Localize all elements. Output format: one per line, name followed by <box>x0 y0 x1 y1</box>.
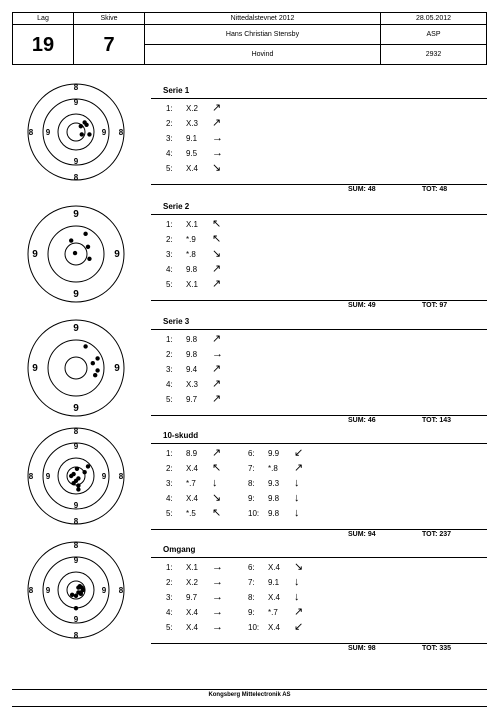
ring-label: 9 <box>32 249 38 260</box>
shot-row <box>166 380 221 389</box>
shot-value: 9.8 <box>186 335 198 344</box>
shot-direction-icon: ↗ <box>212 117 222 129</box>
shot-number: 4: <box>166 380 173 389</box>
shot-row <box>248 479 300 488</box>
shot-direction-icon: → <box>212 561 223 573</box>
ring-label: 8 <box>73 541 79 550</box>
shot-direction-icon: ↙ <box>294 447 304 459</box>
shot-number: 5: <box>166 395 173 404</box>
shot-direction-icon: ↘ <box>294 561 304 573</box>
shot-number: 4: <box>166 265 173 274</box>
shot-number: 6: <box>248 449 255 458</box>
shot-direction-icon: ↗ <box>212 363 222 375</box>
shot-number: 5: <box>166 509 173 518</box>
series-sum: SUM: 94 <box>348 531 376 538</box>
shot-direction-icon: ↓ <box>212 477 218 489</box>
shot-row <box>166 164 221 173</box>
shot-number: 7: <box>248 578 255 587</box>
series-sum: SUM: 48 <box>348 186 376 193</box>
shot-number: 9: <box>248 608 255 617</box>
shot-value: 9.4 <box>186 365 198 374</box>
shot-hole <box>73 251 77 255</box>
shot-value: 9.7 <box>186 593 198 602</box>
target-ring <box>28 320 124 416</box>
series-title: 10-skudd <box>163 431 199 440</box>
series-total: TOT: 48 <box>422 186 448 193</box>
shot-number: 8: <box>248 479 255 488</box>
shot-hole <box>80 585 84 589</box>
shot-row <box>166 563 223 572</box>
shot-number: 6: <box>248 563 255 572</box>
shot-row <box>248 593 300 602</box>
shot-direction-icon: → <box>212 147 223 159</box>
shot-value: *.7 <box>186 479 196 488</box>
target-ring <box>43 99 109 165</box>
target-diagram <box>21 77 131 187</box>
shot-value: 9.8 <box>186 350 198 359</box>
shot-direction-icon: ↖ <box>212 218 222 230</box>
series-title-rule <box>151 214 487 215</box>
ring-label: 8 <box>73 173 79 182</box>
shot-direction-icon: ↓ <box>294 576 300 588</box>
shot-number: 5: <box>166 623 173 632</box>
shot-value: X.4 <box>186 494 199 503</box>
shot-row <box>248 449 303 458</box>
shot-number: 1: <box>166 335 173 344</box>
shooter-id: 2932 <box>381 45 487 65</box>
shot-direction-icon: ↘ <box>212 492 222 504</box>
target-diagram <box>21 421 131 531</box>
target-ring <box>65 357 87 379</box>
shot-hole <box>76 483 80 487</box>
event-name: Nittedalstevnet 2012 <box>145 13 381 25</box>
shot-row <box>248 464 303 473</box>
shot-value: X.4 <box>268 593 281 602</box>
shot-hole <box>93 373 97 377</box>
target-ring <box>48 340 104 396</box>
shot-direction-icon: ↖ <box>212 233 222 245</box>
shot-number: 3: <box>166 365 173 374</box>
shot-hole <box>87 132 91 136</box>
shot-row <box>166 623 223 632</box>
series-title: Serie 2 <box>163 202 190 211</box>
sum-rule <box>151 300 487 301</box>
shot-hole <box>83 232 87 236</box>
shot-direction-icon: → <box>212 606 223 618</box>
shot-direction-icon: ↓ <box>294 507 300 519</box>
ring-label: 9 <box>73 403 79 414</box>
series-total: TOT: 237 <box>422 531 452 538</box>
shot-number: 3: <box>166 134 173 143</box>
ring-label: 9 <box>45 472 51 481</box>
shot-direction-icon: ↓ <box>294 591 300 603</box>
shot-hole <box>86 245 90 249</box>
ring-label: 9 <box>73 98 79 107</box>
shot-value: X.3 <box>186 380 199 389</box>
skive-label: Skive <box>74 13 145 25</box>
shot-value: X.4 <box>268 623 281 632</box>
shot-direction-icon: ↗ <box>212 102 222 114</box>
target-diagram <box>21 199 131 309</box>
shot-row <box>166 608 223 617</box>
shot-number: 9: <box>248 494 255 503</box>
shot-hole <box>95 356 99 360</box>
shot-hole <box>76 487 80 491</box>
shot-value: 9.8 <box>186 265 198 274</box>
ring-label: 8 <box>28 128 34 137</box>
sum-rule <box>151 415 487 416</box>
shot-value: *.5 <box>186 509 196 518</box>
sum-rule <box>151 184 487 185</box>
shot-row <box>166 119 221 128</box>
shot-value: *.8 <box>268 464 278 473</box>
shot-row <box>248 578 300 587</box>
shot-direction-icon: ↗ <box>212 378 222 390</box>
club-name: Hovind <box>145 45 381 65</box>
shot-hole <box>71 481 75 485</box>
ring-label: 9 <box>114 363 120 374</box>
shot-value: X.1 <box>186 280 199 289</box>
ring-label: 8 <box>73 427 79 436</box>
series-title: Serie 3 <box>163 317 190 326</box>
series-total: TOT: 143 <box>422 417 452 424</box>
ring-label: 9 <box>73 556 79 565</box>
target-ring <box>43 557 109 623</box>
footer-line <box>12 689 487 690</box>
shot-number: 4: <box>166 149 173 158</box>
ring-label: 8 <box>73 517 79 526</box>
shot-row <box>166 220 221 229</box>
shot-number: 2: <box>166 578 173 587</box>
sum-rule <box>151 643 487 644</box>
shot-value: X.2 <box>186 578 199 587</box>
shot-direction-icon: ↖ <box>212 462 222 474</box>
shot-number: 3: <box>166 593 173 602</box>
shot-direction-icon: ↓ <box>294 492 300 504</box>
ring-label: 8 <box>28 586 34 595</box>
shot-row <box>166 464 221 473</box>
shot-row <box>166 395 221 404</box>
sum-rule <box>151 529 487 530</box>
shot-value: 9.1 <box>268 578 280 587</box>
ring-label: 8 <box>118 586 124 595</box>
series-total: TOT: 335 <box>422 645 452 652</box>
shot-hole <box>82 120 86 124</box>
shooter-class: ASP <box>381 25 487 45</box>
shot-direction-icon: ↖ <box>212 507 222 519</box>
shot-number: 2: <box>166 464 173 473</box>
shot-hole <box>91 361 95 365</box>
shot-row <box>166 335 221 344</box>
target-diagram <box>21 535 131 645</box>
shot-value: 9.3 <box>268 479 280 488</box>
ring-label: 9 <box>45 586 51 595</box>
ring-label: 8 <box>118 472 124 481</box>
shot-hole <box>69 474 73 478</box>
header-table <box>12 12 487 65</box>
ring-label: 9 <box>114 249 120 260</box>
target-ring <box>58 114 94 150</box>
shot-direction-icon: ↗ <box>212 278 222 290</box>
series-sum: SUM: 46 <box>348 417 376 424</box>
ring-label: 8 <box>28 472 34 481</box>
shot-number: 2: <box>166 235 173 244</box>
shot-hole <box>82 470 86 474</box>
shot-hole <box>87 257 91 261</box>
shot-row <box>166 365 221 374</box>
shot-row <box>166 479 218 488</box>
lag-label: Lag <box>13 13 74 25</box>
shot-row <box>248 608 303 617</box>
ring-label: 8 <box>73 631 79 640</box>
shot-row <box>248 563 303 572</box>
shot-hole <box>80 132 84 136</box>
shot-hole <box>79 124 83 128</box>
series-total: TOT: 97 <box>422 302 448 309</box>
ring-label: 9 <box>73 615 79 624</box>
shot-value: X.1 <box>186 220 199 229</box>
ring-label: 9 <box>73 289 79 300</box>
target-ring <box>43 443 109 509</box>
target-ring <box>58 458 94 494</box>
shot-value: X.4 <box>268 563 281 572</box>
lag-value: 19 <box>13 25 74 65</box>
shot-number: 1: <box>166 104 173 113</box>
shot-value: *.7 <box>268 608 278 617</box>
ring-label: 9 <box>101 586 107 595</box>
series-title-rule <box>151 443 487 444</box>
shot-number: 1: <box>166 449 173 458</box>
shot-hole <box>74 594 78 598</box>
target-ring <box>58 572 94 608</box>
shot-value: 9.8 <box>268 494 280 503</box>
ring-label: 9 <box>73 157 79 166</box>
shot-value: 9.8 <box>268 509 280 518</box>
shot-row <box>166 509 221 518</box>
shot-row <box>166 280 221 289</box>
shot-number: 7: <box>248 464 255 473</box>
shot-value: X.4 <box>186 164 199 173</box>
shot-value: 9.7 <box>186 395 198 404</box>
ring-label: 9 <box>101 128 107 137</box>
shot-number: 4: <box>166 608 173 617</box>
footer-line-bottom <box>12 706 487 707</box>
shot-value: X.4 <box>186 623 199 632</box>
series-sum: SUM: 49 <box>348 302 376 309</box>
shot-number: 3: <box>166 250 173 259</box>
shot-value: 9.1 <box>186 134 198 143</box>
shooter-name: Hans Christian Stensby <box>145 25 381 45</box>
ring-label: 9 <box>73 501 79 510</box>
ring-label: 9 <box>73 209 79 220</box>
target-diagram <box>21 313 131 423</box>
shot-row <box>166 104 221 113</box>
shot-hole <box>69 238 73 242</box>
shot-hole <box>75 467 79 471</box>
shot-row <box>166 578 223 587</box>
shot-value: X.2 <box>186 104 199 113</box>
shot-direction-icon: → <box>212 576 223 588</box>
ring-label: 9 <box>32 363 38 374</box>
shot-hole <box>95 368 99 372</box>
shot-number: 3: <box>166 479 173 488</box>
shot-direction-icon: ↗ <box>212 393 222 405</box>
shot-row <box>166 449 221 458</box>
shot-number: 2: <box>166 350 173 359</box>
shot-value: 9.9 <box>268 449 280 458</box>
shot-direction-icon: ↗ <box>212 263 222 275</box>
ring-label: 9 <box>73 442 79 451</box>
shot-row <box>248 623 303 632</box>
shot-value: X.3 <box>186 119 199 128</box>
ring-label: 9 <box>101 472 107 481</box>
shot-value: X.4 <box>186 464 199 473</box>
shot-number: 10: <box>248 509 260 518</box>
shot-row <box>166 134 223 143</box>
shot-direction-icon: ↗ <box>294 606 304 618</box>
shot-direction-icon: ↘ <box>212 248 222 260</box>
shot-direction-icon: ↗ <box>212 333 222 345</box>
shot-number: 1: <box>166 563 173 572</box>
shot-hole <box>70 593 74 597</box>
ring-label: 8 <box>73 83 79 92</box>
shot-number: 1: <box>166 220 173 229</box>
shot-direction-icon: ↙ <box>294 621 304 633</box>
shot-value: *.8 <box>186 250 196 259</box>
shot-row <box>166 149 223 158</box>
shot-hole <box>86 464 90 468</box>
series-title: Omgang <box>163 545 196 554</box>
shot-direction-icon: ↗ <box>212 447 222 459</box>
shot-number: 5: <box>166 164 173 173</box>
shot-direction-icon: → <box>212 132 223 144</box>
series-title: Serie 1 <box>163 86 190 95</box>
shot-number: 10: <box>248 623 260 632</box>
shot-number: 8: <box>248 593 255 602</box>
shot-value: *.9 <box>186 235 196 244</box>
shot-row <box>166 494 221 503</box>
shot-row <box>166 235 221 244</box>
shot-value: 8.9 <box>186 449 198 458</box>
series-title-rule <box>151 98 487 99</box>
skive-value: 7 <box>74 25 145 65</box>
footer-text: Kongsberg Mittelectronik AS <box>208 692 291 698</box>
shot-row <box>248 494 300 503</box>
event-date: 28.05.2012 <box>381 13 487 25</box>
shot-row <box>166 250 221 259</box>
ring-label: 8 <box>118 128 124 137</box>
shot-direction-icon: → <box>212 591 223 603</box>
shot-direction-icon: ↓ <box>294 477 300 489</box>
ring-label: 9 <box>45 128 51 137</box>
shot-direction-icon: ↘ <box>212 162 222 174</box>
shot-hole <box>74 606 78 610</box>
shot-direction-icon: → <box>212 348 223 360</box>
shot-row <box>166 593 223 602</box>
shot-direction-icon: → <box>212 621 223 633</box>
shot-row <box>166 350 223 359</box>
series-title-rule <box>151 329 487 330</box>
series-title-rule <box>151 557 487 558</box>
series-sum: SUM: 98 <box>348 645 376 652</box>
shot-value: 9.5 <box>186 149 198 158</box>
shot-value: X.4 <box>186 608 199 617</box>
shot-value: X.1 <box>186 563 199 572</box>
shot-number: 5: <box>166 280 173 289</box>
shot-number: 4: <box>166 494 173 503</box>
shot-row <box>248 509 300 518</box>
ring-label: 9 <box>73 323 79 334</box>
shot-number: 2: <box>166 119 173 128</box>
shot-direction-icon: ↗ <box>294 462 304 474</box>
shot-hole <box>83 344 87 348</box>
shot-row <box>166 265 221 274</box>
